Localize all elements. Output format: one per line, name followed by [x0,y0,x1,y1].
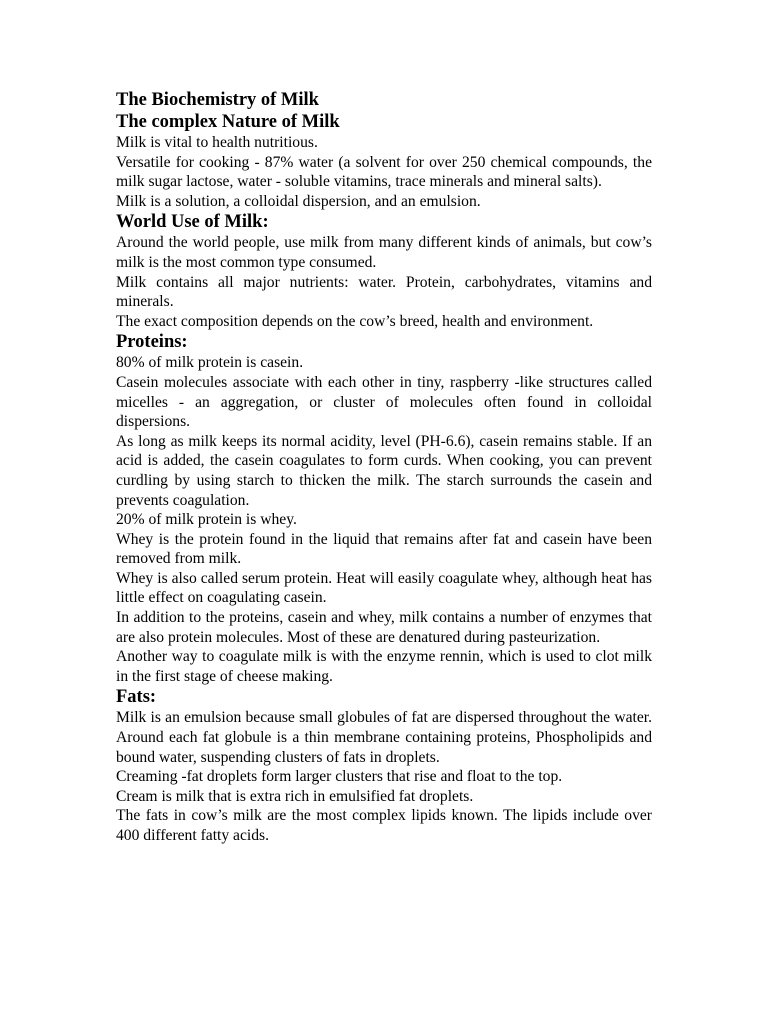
section-paragraph: 80% of milk protein is casein. [116,354,304,372]
section-paragraph: As long as milk keeps its normal acidity, level (PH-6.6), casein remains stable. If an acid is added, the casein coagulates to form curds. When cooking, you can prevent curdling by using starch to thicken the milk. The starch surrounds the casein and prevents coagulation. [116,432,652,509]
section-paragraph: Creaming -fat droplets form larger clusters that rise and float to the top. [116,768,563,786]
section-paragraph: 20% of milk protein is whey. [116,511,297,529]
section-heading-fats: Fats: [116,687,157,708]
document-title: The Biochemistry of Milk [116,90,319,110]
section-paragraph: Milk is an emulsion because small globules of fat are dispersed throughout the water. Around each fat globule is a thin membrane containing proteins, Phospholipids and bound water, suspending clusters of fats in droplets. [116,709,652,766]
intro-paragraph: Milk is vital to health nutritious. [116,134,318,151]
section-heading-world-use: World Use of Milk: [116,212,269,233]
section-paragraph: The exact composition depends on the cow’s breed, health and environment. [116,312,594,330]
section-paragraph: Around the world people, use milk from many different kinds of animals, but cow’s milk is the most common type consumed. [116,234,652,271]
section-paragraph: Whey is the protein found in the liquid that remains after fat and casein have been removed from milk. [116,530,652,568]
document-subtitle: The complex Nature of Milk [116,112,340,132]
intro-paragraph: Milk is a solution, a colloidal dispersion, and an emulsion. [116,192,481,210]
intro-paragraph: Versatile for cooking - 87% water (a solvent for over 250 chemical compounds, the milk sugar lactose, water - soluble vitamins, trace minerals and mineral salts). [116,153,652,191]
section-heading-proteins: Proteins: [116,332,188,353]
section-paragraph: Another way to coagulate milk is with the enzyme rennin, which is used to clot milk in the first stage of cheese making. [116,648,652,685]
section-paragraph: Milk contains all major nutrients: water. Protein, carbohydrates, vitamins and minerals. [116,273,652,311]
document-body [116,89,652,846]
section-paragraph: In addition to the proteins, casein and whey, milk contains a number of enzymes that are also protein molecules. Most of these are denatured during pasteurization. [116,609,652,646]
section-paragraph: Cream is milk that is extra rich in emulsified fat droplets. [116,787,474,805]
section-paragraph: The fats in cow’s milk are the most complex lipids known. The lipids include over 400 different fatty acids. [116,807,652,844]
section-paragraph: Whey is also called serum protein. Heat will easily coagulate whey, although heat has little effect on coagulating casein. [116,569,652,607]
section-paragraph: Casein molecules associate with each other in tiny, raspberry -like structures called micelles - an aggregation, or cluster of molecules often found in colloidal dispersions. [116,373,652,431]
